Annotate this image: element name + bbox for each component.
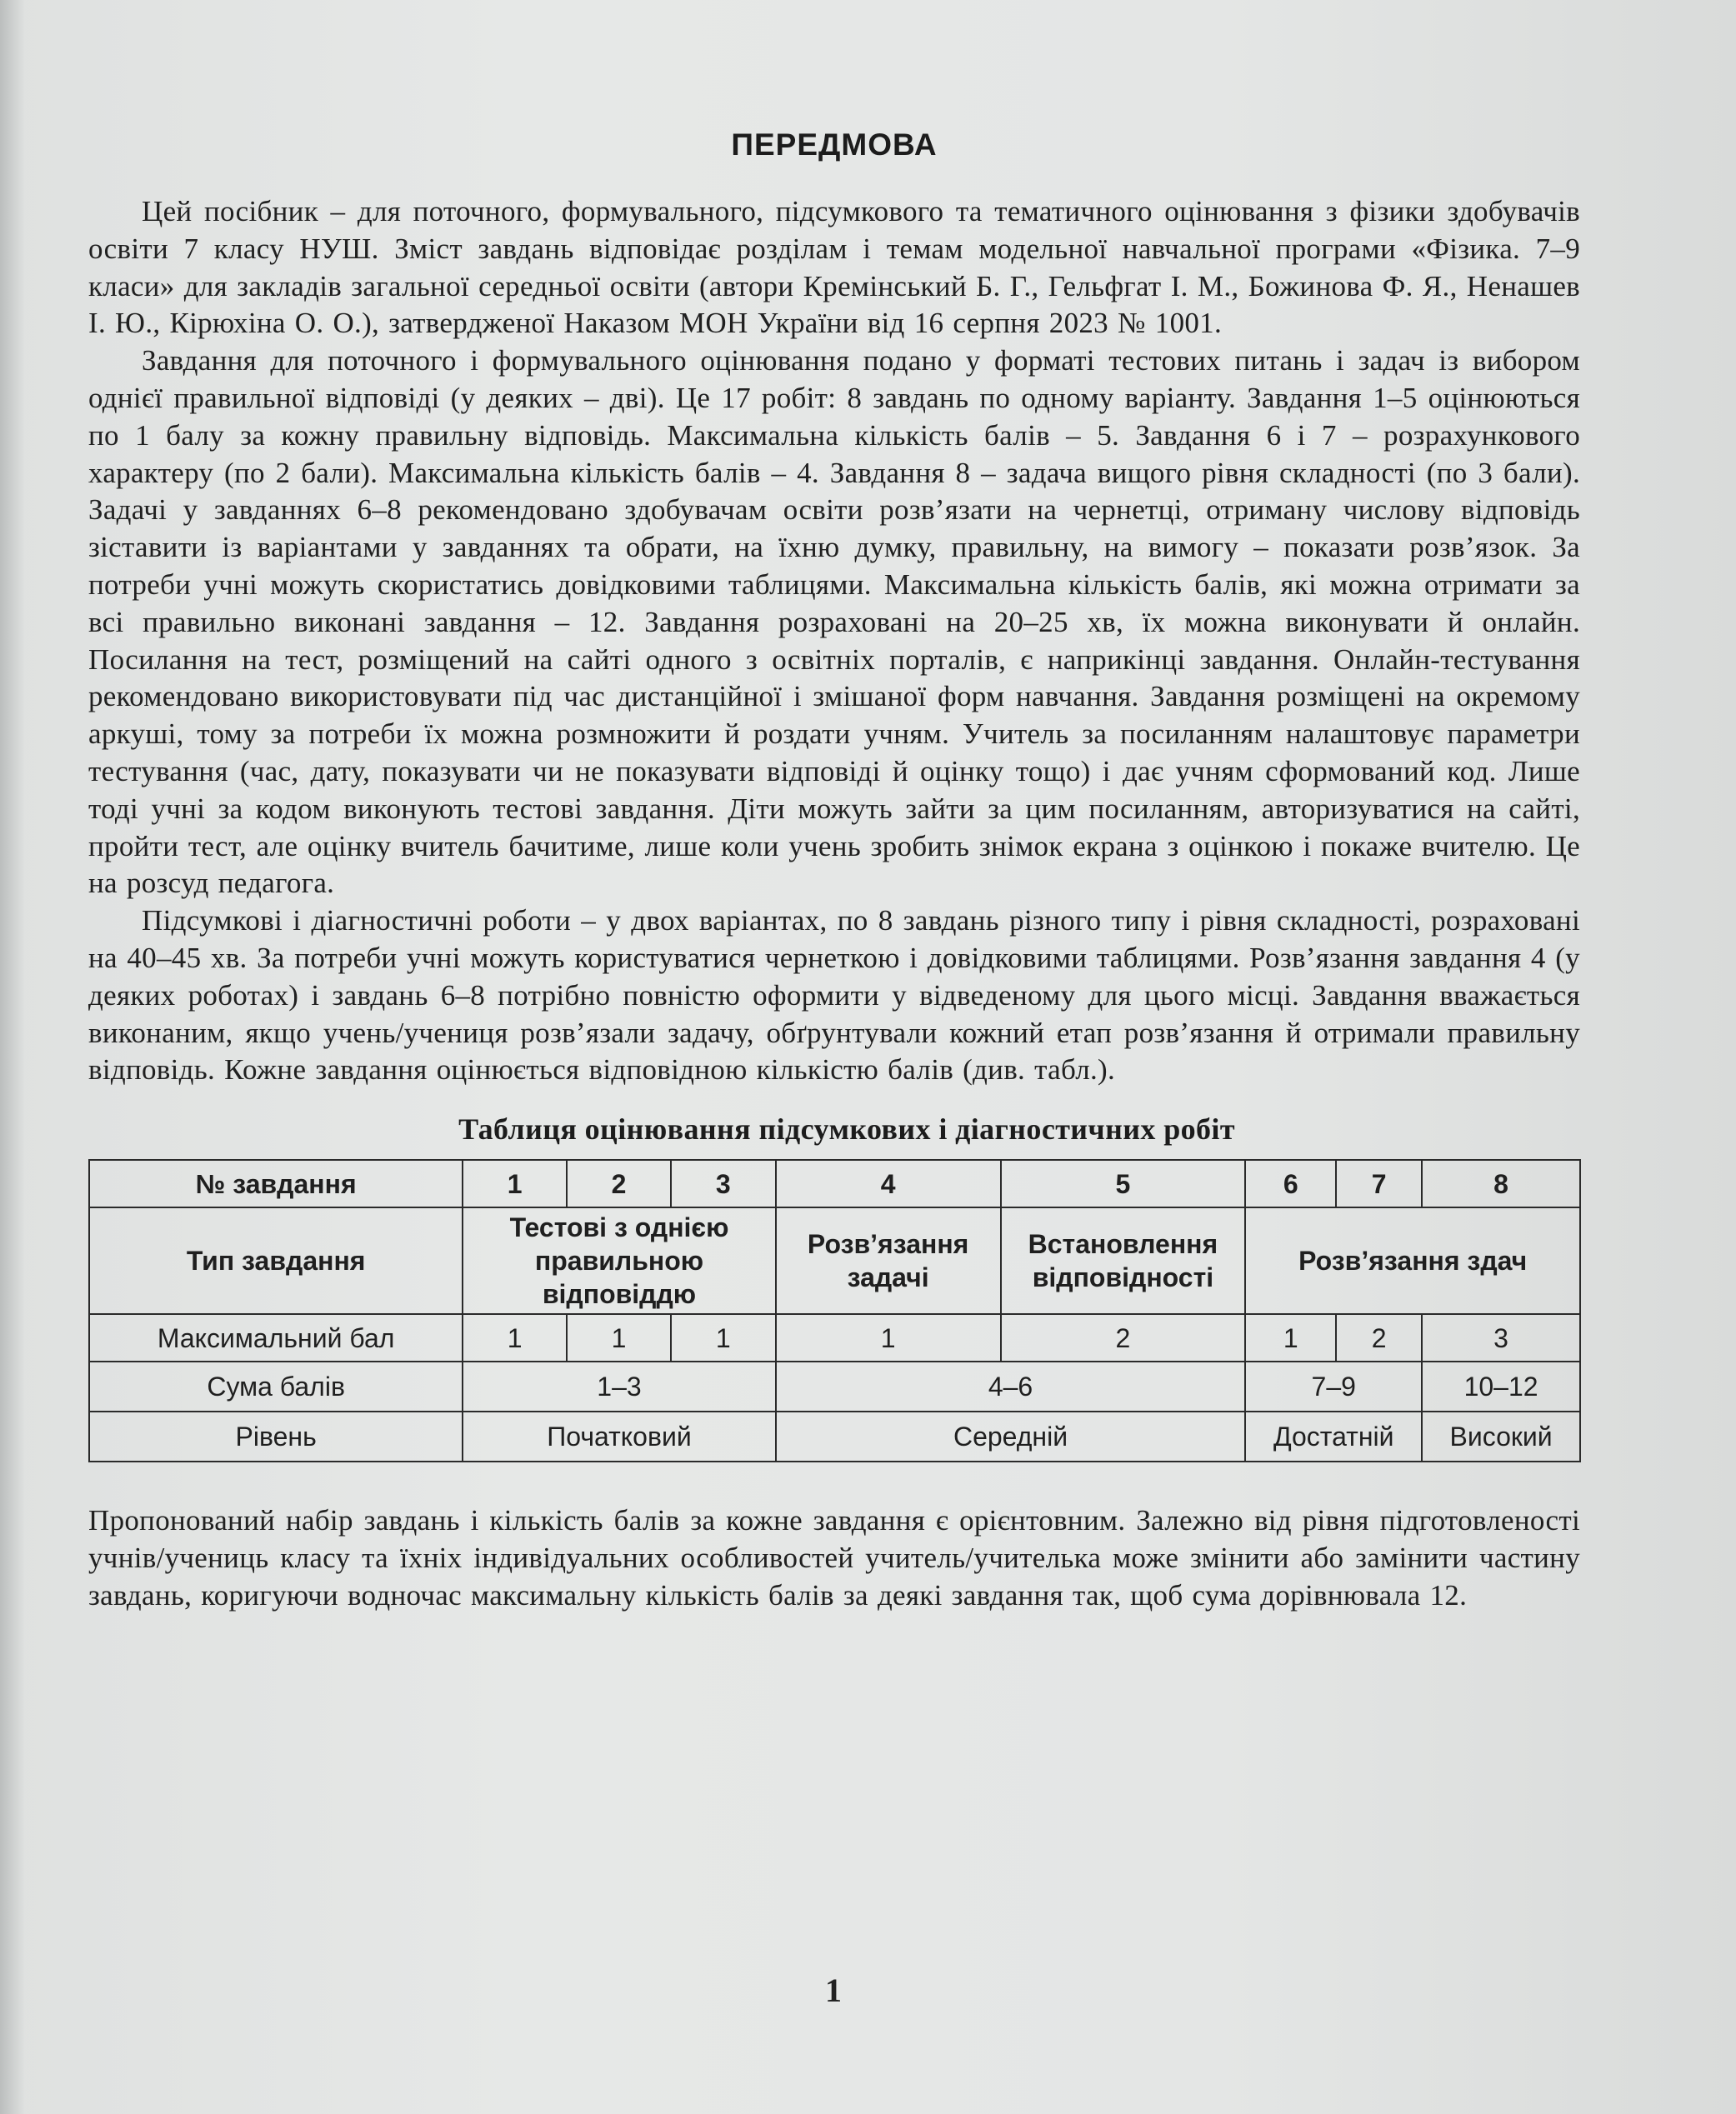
- grading-table: [88, 1159, 1581, 1462]
- table-cell: 8: [1422, 1160, 1580, 1207]
- table-cell: 1–3: [463, 1362, 775, 1412]
- table-cell: Середній: [776, 1412, 1246, 1462]
- table-cell: 1: [776, 1314, 1001, 1362]
- row-label: Максимальний бал: [89, 1314, 463, 1362]
- row-label: № завдання: [89, 1160, 463, 1207]
- paragraph-current-assessment: Завдання для поточного і формувального оцінювання подано у форматі тестових питань і задач із вибором однієї правильної відповіді (у деяких – дві). Це 17 робіт: 8 завдань по одному варіанту. Завдання 1–5 оцінюються по 1 балу за кожну правильну відповідь. Максимальна кількість балів – 5. Завдання 6 і 7 – розрахункового характеру (по 2 бали). Максимальна кількість балів – 4. Завдання 8 – задача вищого рівня складності (по 3 бали). Задачі у завданнях 6–8 рекомендовано здобувачам освіти розв’язати на чернетці, отриману числову відповідь зіставити із варіантами у завданнях та обрати, на їхню думку, правильну, на вимогу – показати розв’язок. За потреби учні можуть скористатись довідковими таблицями. Максимальна кількість балів, які можна отримати за всі правильно виконані завдання – 12. Завдання розраховані на 20–25 хв, їх можна виконувати й онлайн. Посилання на тест, розміщений на сайті одного з освітніх порталів, є наприкінці завдання. Онлайн-тестування рекомендовано використовувати під час дистанційної і змішаної форм навчання. Завдання розміщені на окремому аркуші, тому за потреби їх можна розмножити й роздати учням. Учитель за посиланням налаштовує параметри тестування (час, дату, показувати чи не показувати відповіді й оцінку тощо) і дає учням сформований код. Лише тоді учні за кодом виконують тестові завдання. Діти можуть зайти за цим посиланням, авторизуватися на сайті, пройти тест, але оцінку вчитель бачитиме, лише коли учень зробить знімок екрана з оцінкою і покаже вчителю. Це на розсуд педагога.: [88, 344, 1580, 900]
- table-row-score-sum: [89, 1362, 1580, 1412]
- row-label: Рівень: [89, 1412, 463, 1462]
- table-row-task-number: [89, 1160, 1580, 1207]
- table-cell: 5: [1001, 1160, 1246, 1207]
- paragraph-final-assessment: Підсумкові і діагностичні роботи – у двох варіантах, по 8 завдань різного типу і рівня складності, розраховані на 40–45 хв. За потреби учні можуть користуватися чернеткою і довідковими таблицями. Розв’язання завдання 4 (у деяких роботах) і завдань 6–8 потрібно повністю оформити у відведеному для цього місці. Завдання вважається виконаним, якщо учень/учениця розв’язали задачу, обґрунтували кожний етап розв’язання й отримали правильну відповідь. Кожне завдання оцінюється відповідною кількістю балів (див. табл.).: [88, 904, 1580, 1087]
- table-cell: 6: [1245, 1160, 1336, 1207]
- page-content: [88, 125, 1580, 1615]
- table-cell: Розв’язання здач: [1245, 1207, 1580, 1314]
- table-row-max-score: [89, 1314, 1580, 1362]
- table-title: Таблиця оцінювання підсумкових і діагностичних робіт: [458, 1112, 1235, 1147]
- page-title: ПЕРЕДМОВА: [731, 127, 938, 162]
- table-row-level: [89, 1412, 1580, 1462]
- table-cell: 3: [1422, 1314, 1580, 1362]
- table-cell: 2: [1001, 1314, 1246, 1362]
- table-cell: Високий: [1422, 1412, 1580, 1462]
- table-cell: 1: [463, 1314, 567, 1362]
- table-cell: 1: [671, 1314, 776, 1362]
- table-cell: Достатній: [1245, 1412, 1422, 1462]
- table-cell: 2: [567, 1160, 671, 1207]
- paragraph-closing: Пропонований набір завдань і кількість балів за кожне завдання є орієнтовним. Залежно від рівня підготовленості учнів/учениць класу та їхніх індивідуальних особливостей учитель/учителька може змінити або замінити частину завдань, коригуючи водночас максимальну кількість балів за деякі завдання так, щоб сума дорівнювала 12.: [88, 1504, 1580, 1612]
- table-cell: Тестові з однією правильною відповіддю: [463, 1207, 775, 1314]
- table-cell: 1: [567, 1314, 671, 1362]
- table-cell: 7–9: [1245, 1362, 1422, 1412]
- table-cell: 10–12: [1422, 1362, 1580, 1412]
- row-label: Тип завдання: [89, 1207, 463, 1314]
- table-cell: Розв’язання задачі: [776, 1207, 1001, 1314]
- table-cell: 7: [1336, 1160, 1422, 1207]
- table-cell: 2: [1336, 1314, 1422, 1362]
- table-row-task-type: [89, 1207, 1580, 1314]
- row-label: Сума балів: [89, 1362, 463, 1412]
- table-cell: 1: [1245, 1314, 1336, 1362]
- paragraph-intro: Цей посібник – для поточного, формувального, підсумкового та тематичного оцінювання з фізики здобувачів освіти 7 класу НУШ. Зміст завдань відповідає розділам і темам модельної навчальної програми «Фізика. 7–9 класи» для закладів загальної середньої освіти (автори Кремінський Б. Г., Гельфгат І. М., Божинова Ф. Я., Ненашев І. Ю., Кірюхіна О. О.), затвердженої Наказом МОН України від 16 серпня 2023 № 1001.: [88, 195, 1580, 340]
- table-cell: Початковий: [463, 1412, 775, 1462]
- table-cell: 4–6: [776, 1362, 1246, 1412]
- page-number: 1: [825, 1972, 842, 2009]
- table-cell: 1: [463, 1160, 567, 1207]
- page-binding-shadow: [0, 0, 25, 2114]
- table-cell: 4: [776, 1160, 1001, 1207]
- table-cell: 3: [671, 1160, 776, 1207]
- table-cell: Встановлення відповідності: [1001, 1207, 1246, 1314]
